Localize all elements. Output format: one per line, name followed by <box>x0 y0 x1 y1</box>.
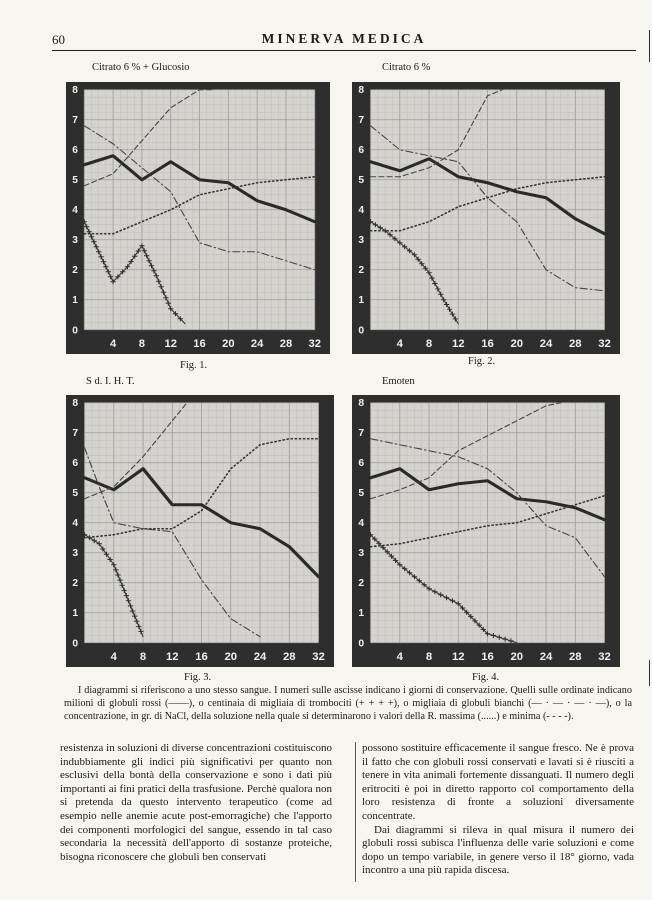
y-tick-label: 7 <box>358 428 365 440</box>
figure-caption: I diagrammi si riferiscono a uno stesso sangue. I numeri sulle ascisse indicano i giorni di conservazione. Quelli sulle ordinate indicano milioni di globuli rossi (——), o centinaia di migliaia di trombociti (+ + + +), o migliaia di globuli bianchi (— · — · — · —), o la concentrazione, in gr. di NaCl, della soluzione nella quale si determinarono i valori della R. massima (......) e minima (- - - -). <box>64 685 632 722</box>
x-tick-label: 32 <box>308 338 321 351</box>
x-tick-label: 20 <box>224 651 238 664</box>
y-tick-label: 6 <box>358 145 365 157</box>
x-tick-label: 16 <box>193 338 206 351</box>
figure-label-1: Fig. 1. <box>180 360 208 371</box>
y-tick-label: 4 <box>72 518 79 530</box>
y-tick-label: 3 <box>72 235 78 247</box>
y-tick-label: 1 <box>358 608 365 620</box>
y-tick-label: 5 <box>72 488 79 500</box>
x-tick-label: 16 <box>481 651 494 664</box>
y-tick-label: 6 <box>72 458 79 470</box>
y-tick-label: 5 <box>358 175 365 187</box>
y-tick-label: 6 <box>72 145 78 157</box>
x-tick-label: 4 <box>396 651 403 664</box>
x-tick-label: 12 <box>164 338 177 351</box>
x-tick-label: 32 <box>598 338 611 351</box>
y-tick-label: 7 <box>72 115 78 127</box>
x-tick-label: 24 <box>539 338 553 351</box>
x-tick-label: 4 <box>396 338 403 351</box>
y-tick-label: 1 <box>358 295 365 307</box>
x-tick-label: 12 <box>165 651 179 664</box>
y-tick-label: 7 <box>72 428 79 440</box>
y-tick-label: 0 <box>72 325 78 337</box>
y-tick-label: 8 <box>358 85 365 97</box>
body-column-right <box>362 742 634 878</box>
x-tick-label: 8 <box>425 338 433 351</box>
panel-title-4: Emoten <box>382 376 415 387</box>
y-tick-label: 5 <box>358 488 365 500</box>
y-tick-label: 0 <box>358 325 365 337</box>
x-tick-label: 24 <box>253 651 267 664</box>
y-tick-label: 2 <box>72 578 79 590</box>
figure-label-2: Fig. 2. <box>468 356 496 367</box>
y-tick-label: 2 <box>358 265 365 277</box>
x-tick-label: 8 <box>138 338 146 351</box>
y-tick-label: 8 <box>72 398 79 410</box>
x-tick-label: 4 <box>109 338 117 351</box>
x-tick-label: 20 <box>510 651 524 664</box>
y-tick-label: 8 <box>72 85 78 97</box>
y-tick-label: 7 <box>358 115 365 127</box>
x-tick-label: 8 <box>425 651 433 664</box>
x-tick-label: 16 <box>481 338 494 351</box>
y-tick-label: 5 <box>72 175 78 187</box>
x-tick-label: 8 <box>139 651 147 664</box>
chart-fig-1 <box>66 82 330 354</box>
margin-mark <box>649 30 651 62</box>
x-tick-label: 24 <box>250 338 264 351</box>
y-tick-label: 3 <box>358 235 365 247</box>
body-paragraph: resistenza in soluzioni di diverse concentrazioni costituiscono indubbiamente gli indici più significativi per quanto non esclusivi della bontà della conservazione e sono i dati più importanti ai fini pratici della trasfusione. Perchè qualora non si pretenda da questo intervento terapeutico (come ad esempio nelle anemie acute post-emorragiche) che l'apporto dei componenti morfologici del sangue, essendo in tal caso secondaria la necessità dell'apporto di sostanze proteiche, bisogna riconoscere che globuli ben conservati <box>60 742 332 863</box>
figure-label-3: Fig. 3. <box>184 672 212 683</box>
x-tick-label: 32 <box>598 651 611 664</box>
x-tick-label: 20 <box>222 338 235 351</box>
margin-mark <box>649 660 651 686</box>
x-tick-label: 16 <box>195 651 208 664</box>
chart-fig-3 <box>66 395 334 667</box>
x-tick-label: 12 <box>451 651 465 664</box>
page-number: 60 <box>52 32 65 47</box>
x-tick-label: 28 <box>282 651 296 664</box>
x-tick-label: 28 <box>568 338 582 351</box>
y-tick-label: 1 <box>72 608 79 620</box>
panel-title-3: S d. I. H. T. <box>86 376 135 387</box>
running-header <box>52 30 636 51</box>
body-paragraph: possono sostituire efficacemente il sangue fresco. Ne è prova il fatto che con globuli rossi conservati e lavati si è riusciti a tenere in vita animali fortemente dissanguati. Il numero degli eritrociti è poi in diretto rapporto col comportamento della loro resistenza di fronte a soluzioni diversamente concentrate. <box>362 742 634 822</box>
chart-fig-4 <box>352 395 620 667</box>
y-tick-label: 0 <box>358 638 365 650</box>
y-tick-label: 6 <box>358 458 365 470</box>
x-tick-label: 32 <box>312 651 325 664</box>
y-tick-label: 1 <box>72 295 78 307</box>
y-tick-label: 2 <box>72 265 78 277</box>
chart-fig-2 <box>352 82 620 354</box>
column-divider <box>355 742 356 882</box>
body-paragraph: Dai diagrammi si rileva in qual misura il numero dei globuli rossi subisca l'influenza delle varie soluzioni e come dopo un tempo variabile, in genere verso il 18° giorno, vada incontro a una più rapida discesa. <box>362 823 634 877</box>
panel-title-2: Citrato 6 % <box>382 62 431 73</box>
y-tick-label: 4 <box>358 518 365 530</box>
body-column-left <box>60 742 332 864</box>
x-tick-label: 4 <box>110 651 117 664</box>
x-tick-label: 28 <box>279 338 293 351</box>
x-tick-label: 12 <box>451 338 465 351</box>
y-tick-label: 0 <box>72 638 79 650</box>
y-tick-label: 8 <box>358 398 365 410</box>
x-tick-label: 28 <box>568 651 582 664</box>
panel-title-1: Citrato 6 % + Glucosio <box>92 62 190 73</box>
y-tick-label: 2 <box>358 578 365 590</box>
y-tick-label: 3 <box>72 548 79 560</box>
y-tick-label: 4 <box>358 205 365 217</box>
y-tick-label: 4 <box>72 205 78 217</box>
figure-label-4: Fig. 4. <box>472 672 500 683</box>
journal-title: MINERVA MEDICA <box>261 31 427 46</box>
y-tick-label: 3 <box>358 548 365 560</box>
x-tick-label: 24 <box>539 651 553 664</box>
x-tick-label: 20 <box>510 338 524 351</box>
